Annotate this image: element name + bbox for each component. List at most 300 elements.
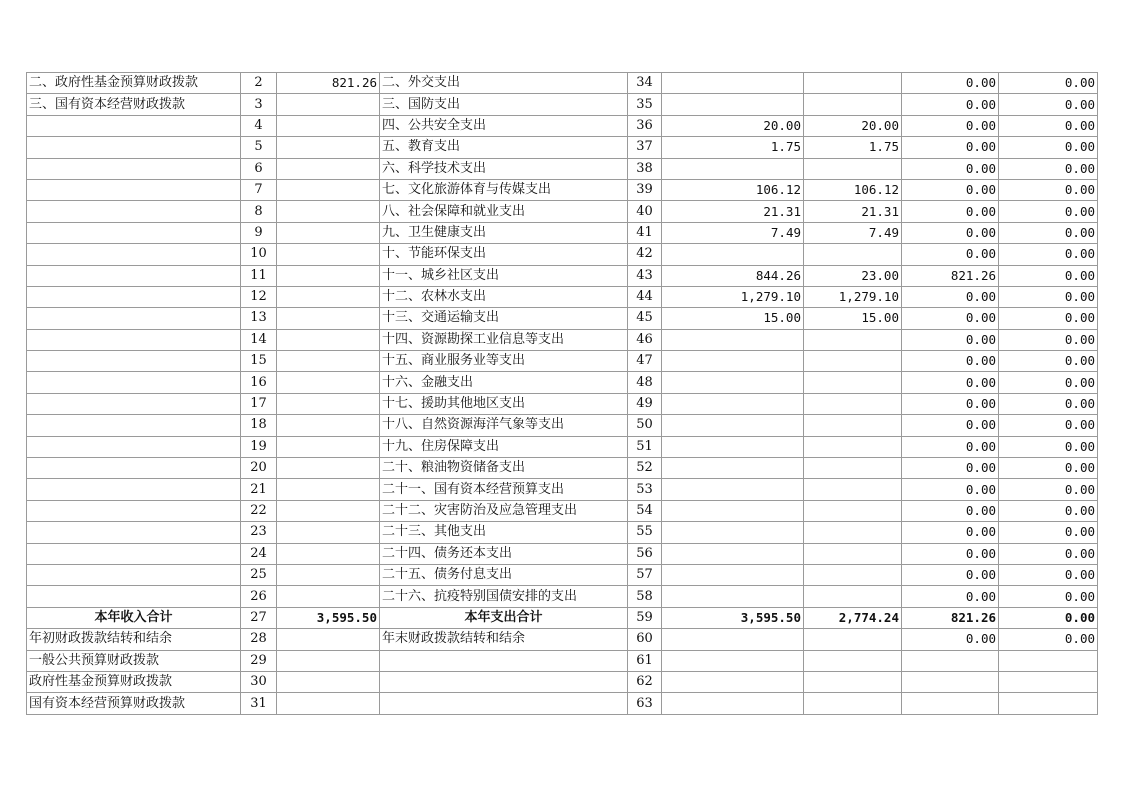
income-item-cell	[27, 372, 241, 393]
income-line-no-cell: 21	[241, 479, 277, 500]
income-line-no-cell: 8	[241, 201, 277, 222]
expense-item-cell: 十六、金融支出	[380, 372, 628, 393]
expense-item-cell: 二十、粮油物资储备支出	[380, 458, 628, 479]
general-budget-cell: 1,279.10	[804, 286, 902, 307]
government-fund-cell	[902, 671, 999, 692]
table-row	[27, 629, 1098, 650]
general-budget-cell: 15.00	[804, 308, 902, 329]
expense-total-cell: 15.00	[662, 308, 804, 329]
expense-total-cell	[662, 629, 804, 650]
expense-line-no-cell: 40	[628, 201, 662, 222]
table-row	[27, 329, 1098, 350]
state-capital-cell: 0.00	[999, 351, 1098, 372]
general-budget-cell	[804, 94, 902, 115]
government-fund-cell: 0.00	[902, 415, 999, 436]
expense-line-no-cell: 59	[628, 607, 662, 628]
income-item-cell	[27, 500, 241, 521]
income-item-cell	[27, 522, 241, 543]
state-capital-cell: 0.00	[999, 543, 1098, 564]
government-fund-cell	[902, 650, 999, 671]
income-amount-cell	[277, 458, 380, 479]
expense-item-cell: 三、国防支出	[380, 94, 628, 115]
table-row	[27, 158, 1098, 179]
expense-line-no-cell: 42	[628, 244, 662, 265]
income-item-cell	[27, 564, 241, 585]
table-row	[27, 73, 1098, 94]
expense-line-no-cell: 54	[628, 500, 662, 521]
expense-line-no-cell: 58	[628, 586, 662, 607]
expense-total-cell: 1.75	[662, 137, 804, 158]
expense-item-cell: 十一、城乡社区支出	[380, 265, 628, 286]
income-amount-cell	[277, 393, 380, 414]
expense-line-no-cell: 43	[628, 265, 662, 286]
income-item-cell	[27, 244, 241, 265]
expense-line-no-cell: 47	[628, 351, 662, 372]
income-amount-cell	[277, 265, 380, 286]
expense-item-cell: 四、公共安全支出	[380, 115, 628, 136]
table-row	[27, 137, 1098, 158]
table-row	[27, 372, 1098, 393]
income-line-no-cell: 3	[241, 94, 277, 115]
expense-total-cell	[662, 329, 804, 350]
income-line-no-cell: 10	[241, 244, 277, 265]
state-capital-cell: 0.00	[999, 415, 1098, 436]
state-capital-cell: 0.00	[999, 458, 1098, 479]
expense-total-cell	[662, 522, 804, 543]
income-item-cell	[27, 329, 241, 350]
income-line-no-cell: 6	[241, 158, 277, 179]
income-item-cell: 政府性基金预算财政拨款	[27, 671, 241, 692]
expense-total-cell	[662, 671, 804, 692]
table-row	[27, 586, 1098, 607]
income-amount-cell	[277, 693, 380, 714]
income-line-no-cell: 22	[241, 500, 277, 521]
table-row	[27, 479, 1098, 500]
income-line-no-cell: 23	[241, 522, 277, 543]
general-budget-cell	[804, 351, 902, 372]
expense-line-no-cell: 53	[628, 479, 662, 500]
expense-item-cell: 二十五、债务付息支出	[380, 564, 628, 585]
expense-line-no-cell: 34	[628, 73, 662, 94]
expense-total-cell	[662, 650, 804, 671]
state-capital-cell: 0.00	[999, 586, 1098, 607]
table-row	[27, 351, 1098, 372]
general-budget-cell	[804, 671, 902, 692]
state-capital-cell: 0.00	[999, 265, 1098, 286]
state-capital-cell: 0.00	[999, 286, 1098, 307]
income-line-no-cell: 17	[241, 393, 277, 414]
expense-line-no-cell: 61	[628, 650, 662, 671]
government-fund-cell: 821.26	[902, 265, 999, 286]
state-capital-cell: 0.00	[999, 500, 1098, 521]
income-item-cell: 二、政府性基金预算财政拨款	[27, 73, 241, 94]
income-item-cell	[27, 393, 241, 414]
income-line-no-cell: 27	[241, 607, 277, 628]
general-budget-cell	[804, 372, 902, 393]
expense-total-cell	[662, 244, 804, 265]
expense-line-no-cell: 37	[628, 137, 662, 158]
table-row	[27, 94, 1098, 115]
expense-total-cell: 3,595.50	[662, 607, 804, 628]
income-item-cell	[27, 458, 241, 479]
general-budget-cell	[804, 158, 902, 179]
general-budget-cell	[804, 693, 902, 714]
expense-total-cell: 7.49	[662, 222, 804, 243]
income-amount-cell	[277, 671, 380, 692]
state-capital-cell: 0.00	[999, 73, 1098, 94]
expense-item-cell: 十、节能环保支出	[380, 244, 628, 265]
government-fund-cell: 0.00	[902, 586, 999, 607]
table-row	[27, 522, 1098, 543]
table-body	[27, 73, 1098, 715]
expense-item-cell: 二十一、国有资本经营预算支出	[380, 479, 628, 500]
general-budget-cell	[804, 436, 902, 457]
government-fund-cell: 0.00	[902, 286, 999, 307]
expense-item-cell: 十三、交通运输支出	[380, 308, 628, 329]
expense-line-no-cell: 51	[628, 436, 662, 457]
expense-item-cell: 十四、资源勘探工业信息等支出	[380, 329, 628, 350]
general-budget-cell	[804, 586, 902, 607]
income-line-no-cell: 31	[241, 693, 277, 714]
expense-item-cell: 九、卫生健康支出	[380, 222, 628, 243]
general-budget-cell	[804, 543, 902, 564]
expense-item-cell: 十七、援助其他地区支出	[380, 393, 628, 414]
income-line-no-cell: 26	[241, 586, 277, 607]
income-item-cell	[27, 265, 241, 286]
table-row	[27, 543, 1098, 564]
expense-total-cell	[662, 372, 804, 393]
expense-item-cell: 本年支出合计	[380, 607, 628, 628]
table-row	[27, 564, 1098, 585]
general-budget-cell: 106.12	[804, 179, 902, 200]
government-fund-cell: 0.00	[902, 479, 999, 500]
expense-total-cell	[662, 543, 804, 564]
income-item-cell	[27, 436, 241, 457]
government-fund-cell: 0.00	[902, 458, 999, 479]
income-line-no-cell: 18	[241, 415, 277, 436]
income-amount-cell	[277, 415, 380, 436]
expense-line-no-cell: 56	[628, 543, 662, 564]
table-row	[27, 436, 1098, 457]
government-fund-cell: 0.00	[902, 201, 999, 222]
income-line-no-cell: 29	[241, 650, 277, 671]
expense-item-cell: 十八、自然资源海洋气象等支出	[380, 415, 628, 436]
table-row	[27, 286, 1098, 307]
government-fund-cell: 0.00	[902, 543, 999, 564]
income-line-no-cell: 12	[241, 286, 277, 307]
income-item-cell	[27, 286, 241, 307]
government-fund-cell: 0.00	[902, 115, 999, 136]
income-amount-cell	[277, 650, 380, 671]
government-fund-cell: 0.00	[902, 372, 999, 393]
income-item-cell	[27, 201, 241, 222]
state-capital-cell: 0.00	[999, 372, 1098, 393]
income-item-cell	[27, 351, 241, 372]
general-budget-cell	[804, 500, 902, 521]
expense-item-cell: 十九、住房保障支出	[380, 436, 628, 457]
general-budget-cell: 20.00	[804, 115, 902, 136]
income-item-cell	[27, 158, 241, 179]
income-amount-cell	[277, 201, 380, 222]
expense-line-no-cell: 60	[628, 629, 662, 650]
income-item-cell	[27, 222, 241, 243]
expense-line-no-cell: 35	[628, 94, 662, 115]
income-amount-cell	[277, 308, 380, 329]
government-fund-cell: 0.00	[902, 222, 999, 243]
state-capital-cell: 0.00	[999, 522, 1098, 543]
income-item-cell: 一般公共预算财政拨款	[27, 650, 241, 671]
expense-total-cell	[662, 415, 804, 436]
state-capital-cell: 0.00	[999, 329, 1098, 350]
general-budget-cell	[804, 415, 902, 436]
income-line-no-cell: 28	[241, 629, 277, 650]
government-fund-cell: 0.00	[902, 629, 999, 650]
income-amount-cell	[277, 351, 380, 372]
income-item-cell	[27, 137, 241, 158]
income-amount-cell	[277, 244, 380, 265]
state-capital-cell: 0.00	[999, 436, 1098, 457]
expense-total-cell	[662, 586, 804, 607]
table-row	[27, 671, 1098, 692]
income-amount-cell: 3,595.50	[277, 607, 380, 628]
expense-item-cell: 十二、农林水支出	[380, 286, 628, 307]
income-line-no-cell: 7	[241, 179, 277, 200]
general-budget-cell	[804, 522, 902, 543]
expense-line-no-cell: 41	[628, 222, 662, 243]
government-fund-cell: 0.00	[902, 158, 999, 179]
expense-total-cell: 106.12	[662, 179, 804, 200]
income-amount-cell	[277, 479, 380, 500]
income-item-cell	[27, 543, 241, 564]
income-amount-cell	[277, 137, 380, 158]
state-capital-cell	[999, 693, 1098, 714]
state-capital-cell: 0.00	[999, 137, 1098, 158]
income-line-no-cell: 19	[241, 436, 277, 457]
state-capital-cell	[999, 671, 1098, 692]
expense-item-cell: 二十二、灾害防治及应急管理支出	[380, 500, 628, 521]
income-amount-cell	[277, 158, 380, 179]
income-line-no-cell: 20	[241, 458, 277, 479]
table-row	[27, 179, 1098, 200]
table-row	[27, 308, 1098, 329]
expense-line-no-cell: 38	[628, 158, 662, 179]
general-budget-cell	[804, 629, 902, 650]
income-amount-cell	[277, 286, 380, 307]
table-row	[27, 201, 1098, 222]
income-item-cell: 年初财政拨款结转和结余	[27, 629, 241, 650]
government-fund-cell: 0.00	[902, 329, 999, 350]
expense-line-no-cell: 50	[628, 415, 662, 436]
expense-total-cell	[662, 94, 804, 115]
table-row	[27, 693, 1098, 714]
expense-total-cell	[662, 393, 804, 414]
expense-item-cell: 八、社会保障和就业支出	[380, 201, 628, 222]
income-amount-cell	[277, 564, 380, 585]
income-item-cell	[27, 179, 241, 200]
expense-total-cell	[662, 158, 804, 179]
table-row	[27, 265, 1098, 286]
income-line-no-cell: 11	[241, 265, 277, 286]
expense-line-no-cell: 57	[628, 564, 662, 585]
expense-line-no-cell: 48	[628, 372, 662, 393]
table-row	[27, 415, 1098, 436]
state-capital-cell: 0.00	[999, 158, 1098, 179]
expense-line-no-cell: 45	[628, 308, 662, 329]
state-capital-cell: 0.00	[999, 479, 1098, 500]
government-fund-cell: 0.00	[902, 73, 999, 94]
expense-total-cell	[662, 479, 804, 500]
table-row	[27, 115, 1098, 136]
total-row	[27, 607, 1098, 628]
expense-total-cell	[662, 564, 804, 585]
expense-item-cell	[380, 650, 628, 671]
general-budget-cell	[804, 244, 902, 265]
income-amount-cell	[277, 115, 380, 136]
general-budget-cell	[804, 73, 902, 94]
expense-line-no-cell: 49	[628, 393, 662, 414]
income-line-no-cell: 9	[241, 222, 277, 243]
government-fund-cell: 0.00	[902, 351, 999, 372]
income-amount-cell	[277, 94, 380, 115]
government-fund-cell: 0.00	[902, 179, 999, 200]
expense-total-cell	[662, 500, 804, 521]
government-fund-cell: 821.26	[902, 607, 999, 628]
state-capital-cell: 0.00	[999, 222, 1098, 243]
income-amount-cell	[277, 436, 380, 457]
expense-total-cell	[662, 351, 804, 372]
income-amount-cell	[277, 222, 380, 243]
fiscal-appropriation-table	[26, 72, 1098, 715]
general-budget-cell	[804, 329, 902, 350]
table-row	[27, 500, 1098, 521]
income-item-cell	[27, 308, 241, 329]
government-fund-cell: 0.00	[902, 244, 999, 265]
income-line-no-cell: 14	[241, 329, 277, 350]
general-budget-cell	[804, 393, 902, 414]
table-row	[27, 393, 1098, 414]
state-capital-cell: 0.00	[999, 201, 1098, 222]
state-capital-cell: 0.00	[999, 393, 1098, 414]
expense-total-cell	[662, 436, 804, 457]
state-capital-cell: 0.00	[999, 629, 1098, 650]
state-capital-cell: 0.00	[999, 607, 1098, 628]
table-row	[27, 650, 1098, 671]
state-capital-cell: 0.00	[999, 179, 1098, 200]
income-line-no-cell: 30	[241, 671, 277, 692]
government-fund-cell: 0.00	[902, 564, 999, 585]
expense-item-cell: 二、外交支出	[380, 73, 628, 94]
income-item-cell: 三、国有资本经营财政拨款	[27, 94, 241, 115]
general-budget-cell	[804, 479, 902, 500]
income-item-cell: 国有资本经营预算财政拨款	[27, 693, 241, 714]
expense-line-no-cell: 63	[628, 693, 662, 714]
government-fund-cell: 0.00	[902, 94, 999, 115]
income-amount-cell	[277, 372, 380, 393]
expense-item-cell: 十五、商业服务业等支出	[380, 351, 628, 372]
state-capital-cell: 0.00	[999, 115, 1098, 136]
government-fund-cell: 0.00	[902, 522, 999, 543]
table-row	[27, 222, 1098, 243]
expense-total-cell	[662, 693, 804, 714]
expense-line-no-cell: 44	[628, 286, 662, 307]
income-line-no-cell: 16	[241, 372, 277, 393]
expense-item-cell: 二十六、抗疫特别国债安排的支出	[380, 586, 628, 607]
general-budget-cell: 21.31	[804, 201, 902, 222]
expense-total-cell	[662, 458, 804, 479]
expense-item-cell	[380, 693, 628, 714]
general-budget-cell: 1.75	[804, 137, 902, 158]
expense-item-cell: 六、科学技术支出	[380, 158, 628, 179]
state-capital-cell: 0.00	[999, 94, 1098, 115]
income-line-no-cell: 4	[241, 115, 277, 136]
government-fund-cell: 0.00	[902, 137, 999, 158]
expense-total-cell: 20.00	[662, 115, 804, 136]
expense-total-cell	[662, 73, 804, 94]
income-amount-cell	[277, 586, 380, 607]
income-amount-cell	[277, 179, 380, 200]
income-item-cell	[27, 586, 241, 607]
income-amount-cell	[277, 629, 380, 650]
table-row	[27, 458, 1098, 479]
general-budget-cell	[804, 650, 902, 671]
expense-item-cell: 二十三、其他支出	[380, 522, 628, 543]
general-budget-cell: 2,774.24	[804, 607, 902, 628]
income-item-cell	[27, 115, 241, 136]
income-line-no-cell: 13	[241, 308, 277, 329]
expense-line-no-cell: 46	[628, 329, 662, 350]
government-fund-cell: 0.00	[902, 436, 999, 457]
expense-line-no-cell: 55	[628, 522, 662, 543]
expense-item-cell	[380, 671, 628, 692]
income-item-cell	[27, 415, 241, 436]
government-fund-cell: 0.00	[902, 500, 999, 521]
income-item-cell	[27, 479, 241, 500]
income-amount-cell	[277, 522, 380, 543]
expense-line-no-cell: 62	[628, 671, 662, 692]
income-item-cell: 本年收入合计	[27, 607, 241, 628]
expense-line-no-cell: 52	[628, 458, 662, 479]
expense-line-no-cell: 36	[628, 115, 662, 136]
state-capital-cell: 0.00	[999, 564, 1098, 585]
expense-item-cell: 二十四、债务还本支出	[380, 543, 628, 564]
income-line-no-cell: 15	[241, 351, 277, 372]
general-budget-cell	[804, 564, 902, 585]
expense-total-cell: 21.31	[662, 201, 804, 222]
expense-item-cell: 年末财政拨款结转和结余	[380, 629, 628, 650]
state-capital-cell	[999, 650, 1098, 671]
expense-item-cell: 七、文化旅游体育与传媒支出	[380, 179, 628, 200]
income-amount-cell	[277, 543, 380, 564]
income-amount-cell	[277, 329, 380, 350]
income-line-no-cell: 5	[241, 137, 277, 158]
state-capital-cell: 0.00	[999, 244, 1098, 265]
expense-item-cell: 五、教育支出	[380, 137, 628, 158]
general-budget-cell: 7.49	[804, 222, 902, 243]
general-budget-cell: 23.00	[804, 265, 902, 286]
general-budget-cell	[804, 458, 902, 479]
income-line-no-cell: 24	[241, 543, 277, 564]
government-fund-cell	[902, 693, 999, 714]
government-fund-cell: 0.00	[902, 308, 999, 329]
expense-total-cell: 844.26	[662, 265, 804, 286]
income-amount-cell: 821.26	[277, 73, 380, 94]
expense-total-cell: 1,279.10	[662, 286, 804, 307]
government-fund-cell: 0.00	[902, 393, 999, 414]
table-row	[27, 244, 1098, 265]
expense-line-no-cell: 39	[628, 179, 662, 200]
income-line-no-cell: 2	[241, 73, 277, 94]
income-line-no-cell: 25	[241, 564, 277, 585]
